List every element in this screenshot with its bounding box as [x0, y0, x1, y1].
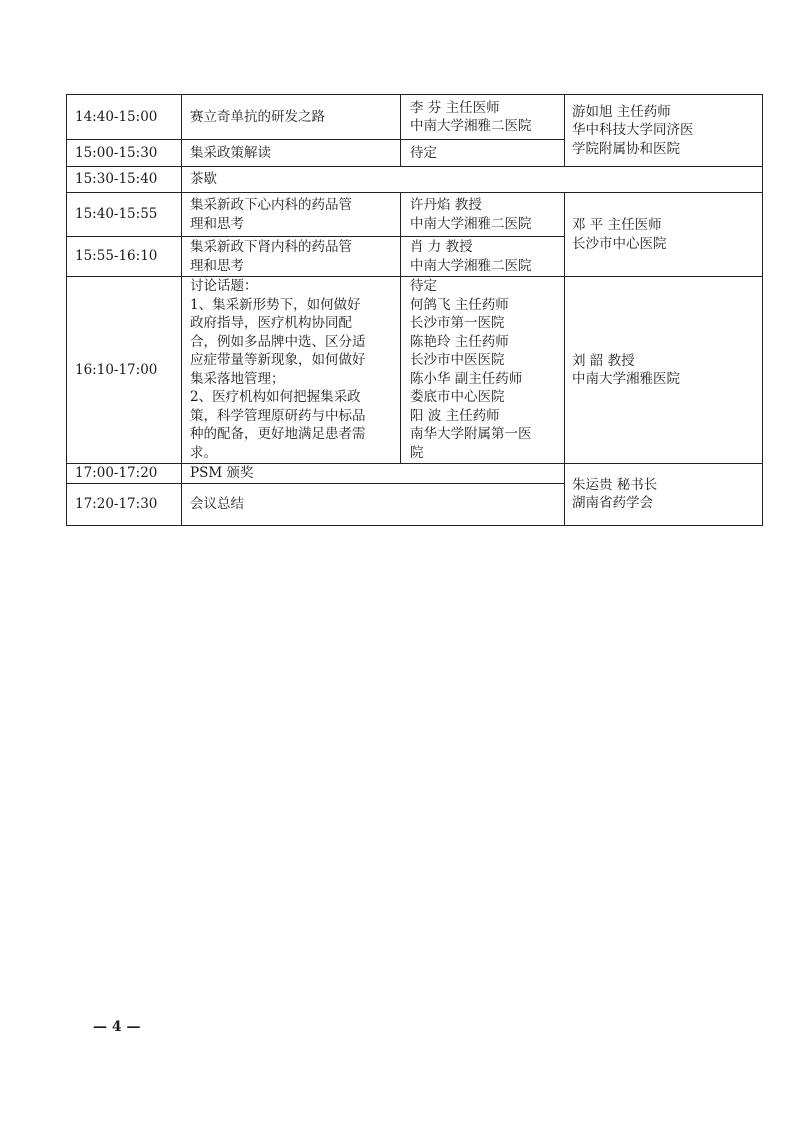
- topic-line: 集采新政下心内科的药品管: [190, 197, 352, 213]
- speaker-line: 中南大学湘雅二医院: [410, 215, 532, 232]
- host-line: 刘 韶 教授: [572, 352, 635, 369]
- topic-line: PSM 颁奖: [190, 465, 254, 481]
- host-line: 游如旭 主任药师: [572, 103, 671, 120]
- speaker-cell: [401, 237, 565, 277]
- time-cell: 16:10-17:00: [67, 277, 182, 464]
- speaker-line: 待定: [410, 278, 437, 294]
- speaker-line: 待定: [410, 144, 437, 161]
- host-line: 长沙市中心医院: [572, 235, 667, 252]
- page-number: — 4 —: [93, 1019, 141, 1035]
- time-cell: 14:40-15:00: [67, 95, 182, 140]
- topic-line: 茶歇: [190, 171, 217, 188]
- speaker-line: 陈艳玲 主任药师: [410, 333, 509, 350]
- speaker-cell: [401, 95, 565, 140]
- time-cell: 15:00-15:30: [67, 140, 182, 167]
- time-cell: 15:40-15:55: [67, 193, 182, 237]
- topic-line: 种的配备，更好地满足患者需: [190, 426, 366, 442]
- speaker-cell: [401, 193, 565, 237]
- table-row: [67, 95, 763, 140]
- topic-cell: [182, 237, 401, 277]
- speaker-cell: [401, 140, 565, 167]
- topic-cell: [182, 95, 401, 140]
- speaker-line: 中南大学湘雅二医院: [410, 118, 532, 134]
- speaker-line: 陈小华 副主任药师: [410, 370, 523, 387]
- topic-cell: [182, 193, 401, 237]
- host-cell: [565, 277, 763, 464]
- topic-cell: [182, 140, 401, 167]
- time-cell: 17:00-17:20: [67, 464, 182, 484]
- topic-line: 求。: [190, 444, 217, 461]
- speaker-line: 李 芬 主任医师: [410, 99, 500, 116]
- host-cell: [565, 95, 763, 167]
- host-line: 朱运贵 秘书长: [572, 476, 658, 493]
- topic-line: 赛立奇单抗的研发之路: [190, 108, 325, 125]
- topic-cell: [182, 464, 565, 484]
- schedule-table: [66, 94, 763, 526]
- topic-line: 理和思考: [190, 257, 244, 274]
- table-row: [67, 193, 763, 237]
- host-line: 中南大学湘雅医院: [572, 371, 680, 387]
- topic-line: 理和思考: [190, 215, 244, 232]
- table-row: [67, 277, 763, 464]
- topic-line: 1、集采新形势下，如何做好: [190, 296, 361, 313]
- host-cell: [565, 193, 763, 277]
- speaker-line: 肖 力 教授: [410, 239, 473, 255]
- topic-line: 讨论话题：: [190, 278, 258, 294]
- topic-line: 会议总结: [190, 495, 244, 512]
- speaker-line: 许丹焰 教授: [410, 197, 482, 213]
- time-cell: 15:55-16:10: [67, 237, 182, 277]
- host-line: 湖南省药学会: [572, 495, 653, 512]
- host-cell: [565, 464, 763, 526]
- table-row: [67, 464, 763, 484]
- speaker-line: 长沙市第一医院: [410, 315, 505, 331]
- speaker-line: 何鸽飞 主任药师: [410, 296, 509, 313]
- time-cell: 15:30-15:40: [67, 167, 182, 193]
- topic-line: 应症带量等新现象，如何做好: [190, 352, 366, 368]
- speaker-line: 娄底市中心医院: [410, 389, 505, 405]
- topic-line: 策，科学管理原研药与中标品: [190, 407, 366, 424]
- speaker-cell: [401, 277, 565, 464]
- topic-cell: [182, 167, 763, 193]
- topic-cell: [182, 483, 565, 525]
- speaker-line: 中南大学湘雅二医院: [410, 257, 532, 274]
- host-line: 邓 平 主任医师: [572, 217, 662, 233]
- topic-line: 集采落地管理；: [190, 370, 285, 387]
- speaker-line: 长沙市中医医院: [410, 352, 505, 368]
- topic-line: 集采新政下肾内科的药品管: [190, 239, 352, 255]
- speaker-line: 院: [410, 444, 424, 461]
- host-line: 华中科技大学同济医: [572, 122, 694, 139]
- topic-cell: [182, 277, 401, 464]
- speaker-line: 阳 波 主任药师: [410, 407, 500, 424]
- topic-line: 集采政策解读: [190, 144, 271, 161]
- topic-line: 2、医疗机构如何把握集采政: [190, 389, 361, 405]
- topic-line: 合，例如多品牌中选、区分适: [190, 333, 366, 350]
- topic-line: 政府指导，医疗机构协同配: [190, 315, 352, 331]
- table-row: [67, 167, 763, 193]
- speaker-line: 南华大学附属第一医: [410, 426, 532, 442]
- host-line: 学院附属协和医院: [572, 140, 680, 157]
- time-cell: 17:20-17:30: [67, 483, 182, 525]
